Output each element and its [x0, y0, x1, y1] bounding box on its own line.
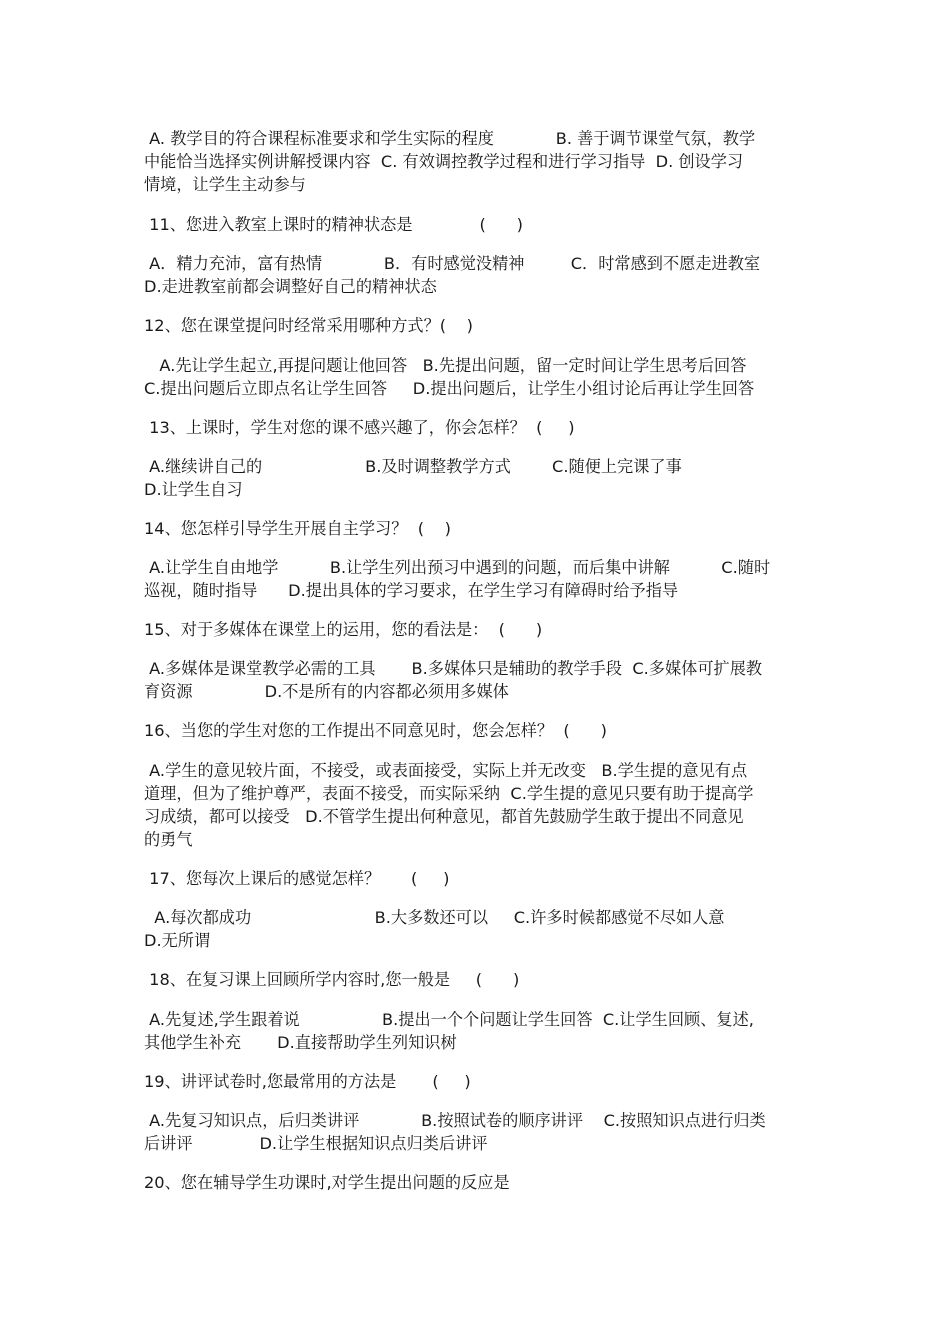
q13-options-line-2: D.让学生自习	[144, 480, 243, 499]
q16-options-line-3: 习成绩，都可以接受 D.不管学生提出何种意见，都首先鼓励学生敢于提出不同意见	[144, 807, 744, 826]
q11-options-line-1: A．精力充沛，富有热情 B．有时感觉没精神 C．时常感到不愿走进教室	[144, 254, 761, 273]
q10-options-line-2: 中能恰当选择实例讲解授课内容 C. 有效调控教学过程和进行学习指导 D. 创设学习	[144, 152, 744, 171]
q18-options-line-2: 其他学生补充 D.直接帮助学生列知识树	[144, 1033, 457, 1052]
q20-question: 20、您在辅导学生功课时,对学生提出问题的反应是	[144, 1173, 510, 1192]
q16-question: 16、当您的学生对您的工作提出不同意见时，您会怎样？ ( )	[144, 721, 607, 740]
q17-options-line-2: D.无所谓	[144, 931, 211, 950]
q14-question: 14、您怎样引导学生开展自主学习？ ( )	[144, 519, 451, 538]
q11-question: 11、您进入教室上课时的精神状态是 ( )	[144, 215, 523, 234]
q13-options-line-1: A.继续讲自己的 B.及时调整教学方式 C.随便上完课了事	[144, 457, 682, 476]
q16-options-line-1: A.学生的意见较片面，不接受，或表面接受，实际上并无改变 B.学生提的意见有点	[144, 761, 748, 780]
q19-question: 19、讲评试卷时,您最常用的方法是 ( )	[144, 1072, 471, 1091]
q10-options-line-3: 情境，让学生主动参与	[144, 175, 306, 194]
q13-question: 13、上课时，学生对您的课不感兴趣了，你会怎样？ ( )	[144, 418, 575, 437]
q14-options-line-1: A.让学生自由地学 B.让学生列出预习中遇到的问题，而后集中讲解 C.随时	[144, 558, 771, 577]
q15-options-line-2: 育资源 D.不是所有的内容都必须用多媒体	[144, 682, 509, 701]
q11-options-line-2: D.走进教室前都会调整好自己的精神状态	[144, 277, 437, 296]
q12-question: 12、您在课堂提问时经常采用哪种方式？( )	[144, 316, 473, 335]
q17-options-line-1: A.每次都成功 B.大多数还可以 C.许多时候都感觉不尽如人意	[144, 908, 725, 927]
q16-options-line-4: 的勇气	[144, 830, 193, 849]
q12-options-line-2: C.提出问题后立即点名让学生回答 D.提出问题后，让学生小组讨论后再让学生回答	[144, 379, 755, 398]
q12-options-line-1: A.先让学生起立,再提问题让他回答 B.先提出问题，留一定时间让学生思考后回答	[144, 356, 747, 375]
q15-question: 15、对于多媒体在课堂上的运用，您的看法是： ( )	[144, 620, 543, 639]
q18-options-line-1: A.先复述,学生跟着说 B.提出一个个问题让学生回答 C.让学生回顾、复述,	[144, 1010, 754, 1029]
q10-options-line-1: A. 教学目的符合课程标准要求和学生实际的程度 B. 善于调节课堂气氛，教学	[144, 129, 756, 148]
q15-options-line-1: A.多媒体是课堂教学必需的工具 B.多媒体只是辅助的教学手段 C.多媒体可扩展教	[144, 659, 763, 678]
q17-question: 17、您每次上课后的感觉怎样？ ( )	[144, 869, 450, 888]
q19-options-line-2: 后讲评 D.让学生根据知识点归类后讲评	[144, 1134, 488, 1153]
q14-options-line-2: 巡视，随时指导 D.提出具体的学习要求，在学生学习有障碍时给予指导	[144, 581, 679, 600]
q19-options-line-1: A.先复习知识点，后归类讲评 B.按照试卷的顺序讲评 C.按照知识点进行归类	[144, 1111, 766, 1130]
q18-question: 18、在复习课上回顾所学内容时,您一般是 ( )	[144, 970, 520, 989]
q16-options-line-2: 道理，但为了维护尊严，表面不接受，而实际采纳 C.学生提的意见只要有助于提高学	[144, 784, 754, 803]
